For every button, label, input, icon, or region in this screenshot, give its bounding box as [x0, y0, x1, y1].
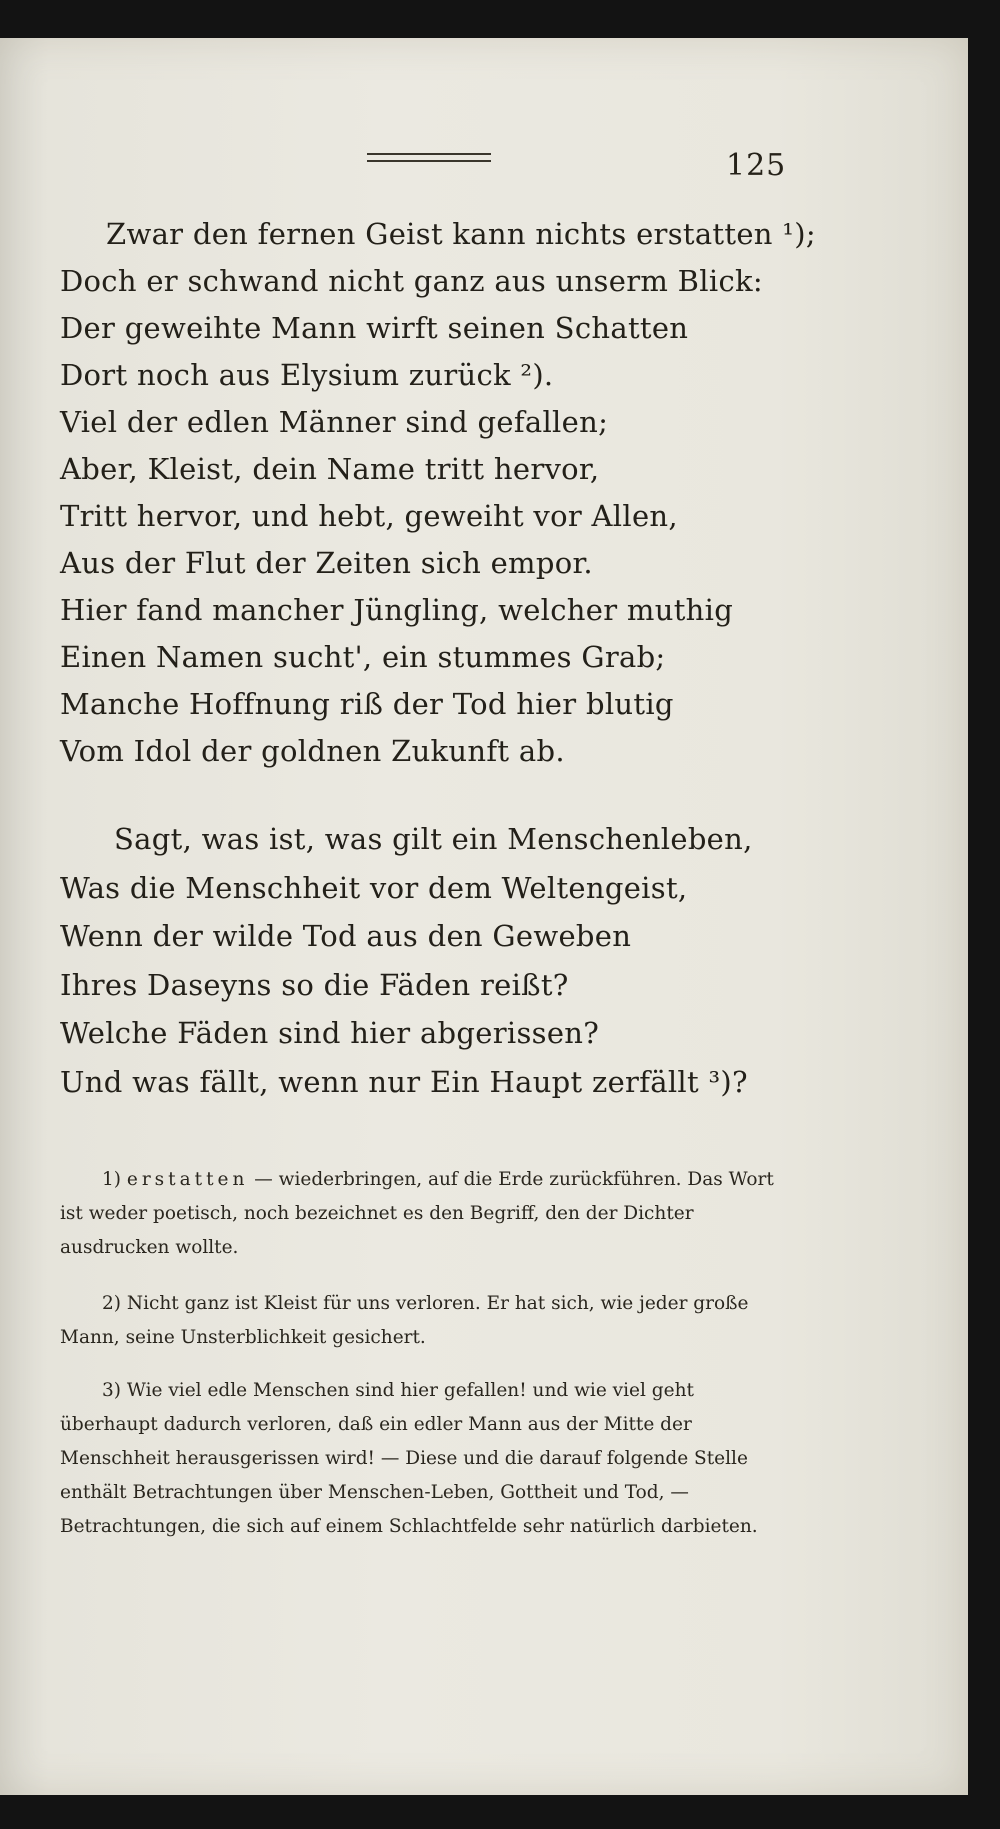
verse-line: Viel der edlen Männer sind gefallen; — [60, 405, 609, 439]
footnote-marker: 1) — [102, 1169, 121, 1190]
footnote-2 — [60, 1287, 795, 1355]
footnote-text: Wie viel edle Menschen sind hier gefallen! und wie viel geht überhaupt dadurch verloren, daß ein edler Mann aus der Mitte der Menschheit herausgerissen wird! — Diese und die darauf folgende Stelle enthält Betrachtungen über Menschen-Leben, Gottheit und Tod, — Betrachtungen, die sich auf einem Schlachtfelde sehr natürlich darbieten. — [60, 1380, 758, 1537]
poem-stanza-1 — [60, 211, 816, 775]
verse-line: Sagt, was ist, was gilt ein Menschenleben, — [114, 822, 753, 856]
footnote-marker: 3) — [102, 1380, 121, 1401]
verse-line: Aus der Flut der Zeiten sich empor. — [60, 546, 593, 580]
footnote-1 — [60, 1163, 795, 1265]
verse-line: Einen Namen sucht', ein stummes Grab; — [60, 640, 666, 674]
verse-line: Und was fällt, wenn nur Ein Haupt zerfällt ³)? — [60, 1064, 748, 1099]
footnote-3 — [60, 1374, 795, 1544]
verse-line: Manche Hoffnung riß der Tod hier blutig — [60, 687, 674, 721]
footnote-text: — wiederbringen, auf die Erde zurückführen. Das Wort ist weder poetisch, noch bezeichnet es den Begriff, den der Dichter ausdrucken wollte. — [60, 1169, 774, 1258]
verse-line: Vom Idol der goldnen Zukunft ab. — [60, 734, 565, 768]
verse-line: Zwar den fernen Geist kann nichts erstatten ¹); — [106, 217, 816, 251]
book-page — [0, 38, 968, 1795]
page-number: 125 — [726, 148, 787, 183]
verse-line: Ihres Daseyns so die Fäden reißt? — [60, 967, 569, 1002]
footnote-text: Nicht ganz ist Kleist für uns verloren. Er hat sich, wie jeder große Mann, seine Unsterblichkeit gesichert. — [60, 1293, 749, 1348]
footnote-keyword: erstatten — [126, 1169, 249, 1190]
footnote-marker: 2) — [102, 1293, 121, 1314]
verse-line: Hier fand mancher Jüngling, welcher muthig — [60, 593, 734, 627]
verse-line: Dort noch aus Elysium zurück ²). — [60, 358, 554, 392]
verse-line: Tritt hervor, und hebt, geweiht vor Allen, — [60, 499, 678, 533]
verse-line: Welche Fäden sind hier abgerissen? — [60, 1016, 600, 1050]
header-rule — [367, 153, 491, 162]
verse-line: Aber, Kleist, dein Name tritt hervor, — [60, 452, 600, 486]
verse-line: Wenn der wilde Tod aus den Geweben — [60, 919, 632, 953]
verse-line: Der geweihte Mann wirft seinen Schatten — [60, 311, 689, 345]
verse-line: Was die Menschheit vor dem Weltengeist, — [60, 870, 688, 905]
poem-stanza-2 — [60, 815, 800, 1106]
verse-line: Doch er schwand nicht ganz aus unserm Blick: — [60, 264, 763, 298]
